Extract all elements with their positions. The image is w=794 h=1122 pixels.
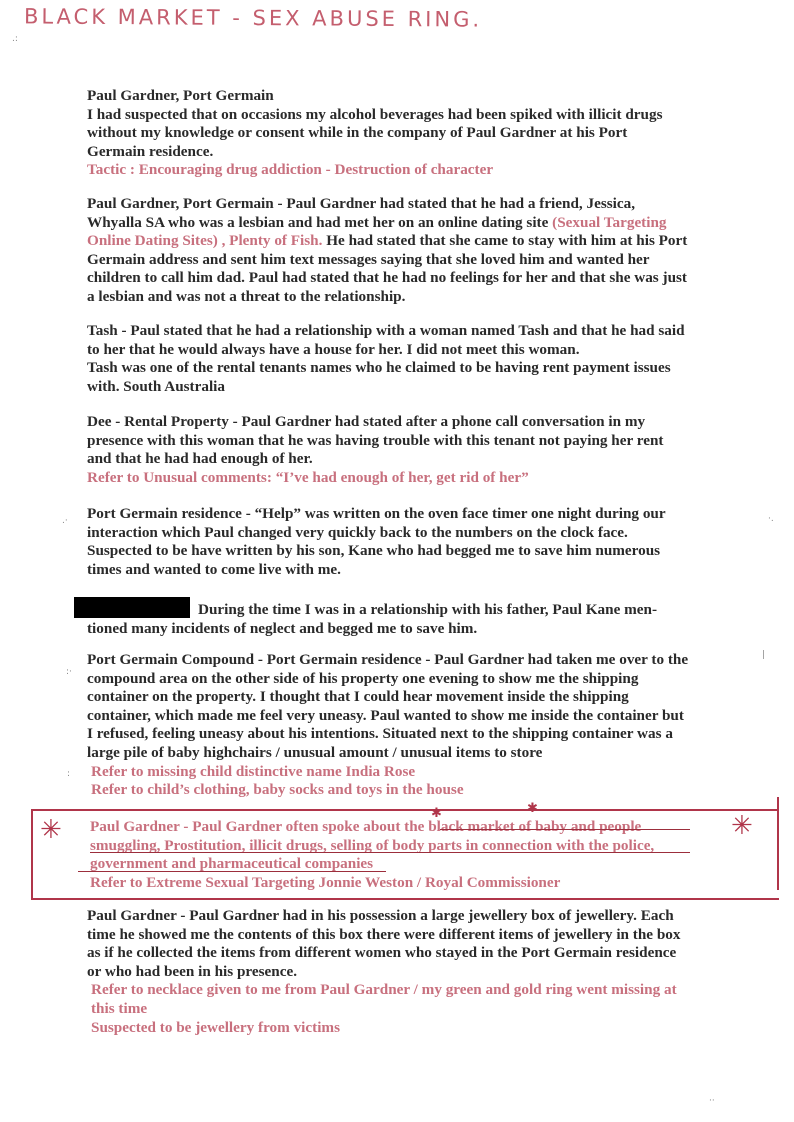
refer-note: this time bbox=[91, 999, 148, 1017]
text-line: tioned many incidents of neglect and begged me to save him. bbox=[87, 619, 478, 637]
scan-speck: .· bbox=[62, 516, 68, 526]
text-line: government and pharmaceutical companies bbox=[90, 855, 374, 873]
paragraph-tash bbox=[87, 322, 727, 396]
text-line: and that he had had enough of her. bbox=[87, 450, 313, 468]
refer-note: Refer to missing child distinctive name India Rose bbox=[91, 762, 416, 780]
paragraph-jewellery bbox=[87, 907, 727, 1037]
text-line: a lesbian and was not a threat to the relationship. bbox=[87, 287, 406, 305]
pen-box-right bbox=[777, 806, 779, 890]
text-line: smuggling, Prostitution, illicit drugs, selling of body parts in connection with the police, bbox=[90, 836, 655, 854]
text-line: I refused, feeling uneasy about his intentions. Situated next to the shipping container was a bbox=[87, 725, 673, 743]
text-line: without my knowledge or consent while in the company of Paul Gardner at his Port bbox=[87, 124, 628, 142]
text-line: Dee - Rental Property - Paul Gardner had stated after a phone call conversation in my bbox=[87, 413, 646, 430]
paragraph-oven-timer bbox=[87, 505, 727, 579]
text-line: as if he collected the items from different women who stayed in the Port Germain residence bbox=[87, 944, 677, 962]
scan-speck: ·. bbox=[768, 514, 774, 524]
handwritten-header: BLACK MARKET - SEX ABUSE RING. bbox=[23, 4, 483, 32]
text-line: Tash was one of the rental tenants names who he claimed to be having rent payment issues bbox=[87, 359, 671, 377]
refer-note: Refer to Extreme Sexual Targeting Jonnie Weston / Royal Commissioner bbox=[90, 873, 561, 891]
scan-speck: : bbox=[67, 769, 71, 779]
text-line: container, which made me feel very uneasy. Paul wanted to show me inside the container but bbox=[87, 706, 684, 724]
pen-box-left bbox=[31, 809, 33, 899]
scan-speck: ·· bbox=[709, 1096, 715, 1106]
refer-note: Suspected to be jewellery from victims bbox=[91, 1018, 340, 1036]
scan-speck: .: bbox=[12, 34, 18, 44]
text-line: Paul Gardner, Port Germain bbox=[87, 87, 274, 104]
text-line: or who had been in his presence. bbox=[87, 962, 297, 980]
highlight-note: (Sexual Targeting bbox=[552, 213, 667, 231]
asterisk-mark-small: ✱ bbox=[527, 801, 538, 816]
refer-note: Refer to Unusual comments: “I’ve had enough of her, get rid of her” bbox=[87, 468, 529, 486]
text-fragment: He had stated that she came to stay with him at his Port bbox=[322, 232, 688, 250]
text-line: Germain address and sent him text messages saying that she loved him and wanted her bbox=[87, 250, 650, 268]
text-line: compound area on the other side of his property one evening to show me the shipping bbox=[87, 669, 639, 687]
paragraph-jessica bbox=[87, 195, 727, 307]
scan-speck: :· bbox=[66, 667, 72, 677]
text-fragment: During the time I was in a relationship with his father, Paul Kane men- bbox=[198, 601, 658, 618]
text-fragment: Whyalla SA who was a lesbian and had met her on an online dating site bbox=[87, 213, 553, 231]
pen-underline bbox=[78, 871, 386, 872]
asterisk-mark-left: ✳ bbox=[40, 815, 62, 845]
text-line: Germain residence. bbox=[87, 142, 214, 160]
paragraph-kane bbox=[82, 597, 722, 638]
paragraph-dee bbox=[87, 413, 727, 487]
scan-speck: | bbox=[762, 650, 766, 660]
text-line: Paul Gardner - Paul Gardner had in his possession a large jewellery box of jewellery. Each bbox=[87, 907, 674, 924]
refer-note: Refer to necklace given to me from Paul Gardner / my green and gold ring went missing at bbox=[91, 981, 677, 999]
text-line: Tash - Paul stated that he had a relationship with a woman named Tash and that he had said bbox=[87, 322, 685, 339]
text-line: Suspected to be have written by his son, Kane who had begged me to save him numerous bbox=[87, 542, 661, 560]
highlight-note: Online Dating Sites) , Plenty of Fish. bbox=[87, 232, 323, 250]
text-line: large pile of baby highchairs / unusual amount / unusual items to store bbox=[87, 743, 543, 761]
text-line: I had suspected that on occasions my alcohol beverages had been spiked with illicit drugs bbox=[87, 105, 663, 123]
asterisk-mark-right: ✳ bbox=[731, 811, 753, 841]
text-line: Port Germain Compound - Port Germain residence - Paul Gardner had taken me over to the bbox=[87, 651, 689, 668]
pen-underline bbox=[440, 829, 690, 830]
text-line: Port Germain residence - “Help” was written on the oven face timer one night during our bbox=[87, 505, 666, 522]
text-line: times and wanted to come live with me. bbox=[87, 560, 341, 578]
paragraph-compound bbox=[87, 651, 727, 800]
text-line: with. South Australia bbox=[87, 377, 225, 395]
asterisk-mark-small: ✱ bbox=[431, 806, 442, 821]
text-line: time he showed me the contents of this box there were different items of jewellery in the box bbox=[87, 925, 681, 943]
tactic-note: Tactic : Encouraging drug addiction - Destruction of character bbox=[87, 161, 494, 179]
text-line: container on the property. I thought that I could hear movement inside the shipping bbox=[87, 688, 629, 706]
text-line: interaction which Paul changed very quickly back to the numbers on the clock face. bbox=[87, 523, 628, 541]
pen-box-top bbox=[31, 809, 779, 811]
text-line: presence with this woman that he was having trouble with this tenant not paying her rent bbox=[87, 431, 664, 449]
pen-box-bottom bbox=[31, 898, 779, 900]
text-line: Paul Gardner - Paul Gardner often spoke about the black market of baby and people bbox=[90, 818, 642, 835]
paragraph-drug-spiking bbox=[87, 87, 727, 180]
text-line: children to call him dad. Paul had stated that he had no feelings for her and that she was just bbox=[87, 269, 687, 287]
text-line: Paul Gardner, Port Germain - Paul Gardner had stated that he had a friend, Jessica, bbox=[87, 195, 636, 212]
refer-note: Refer to child’s clothing, baby socks and toys in the house bbox=[91, 781, 464, 799]
pen-underline bbox=[90, 852, 690, 853]
redaction-block bbox=[74, 597, 190, 618]
text-line: to her that he would always have a house for her. I did not meet this woman. bbox=[87, 340, 580, 358]
